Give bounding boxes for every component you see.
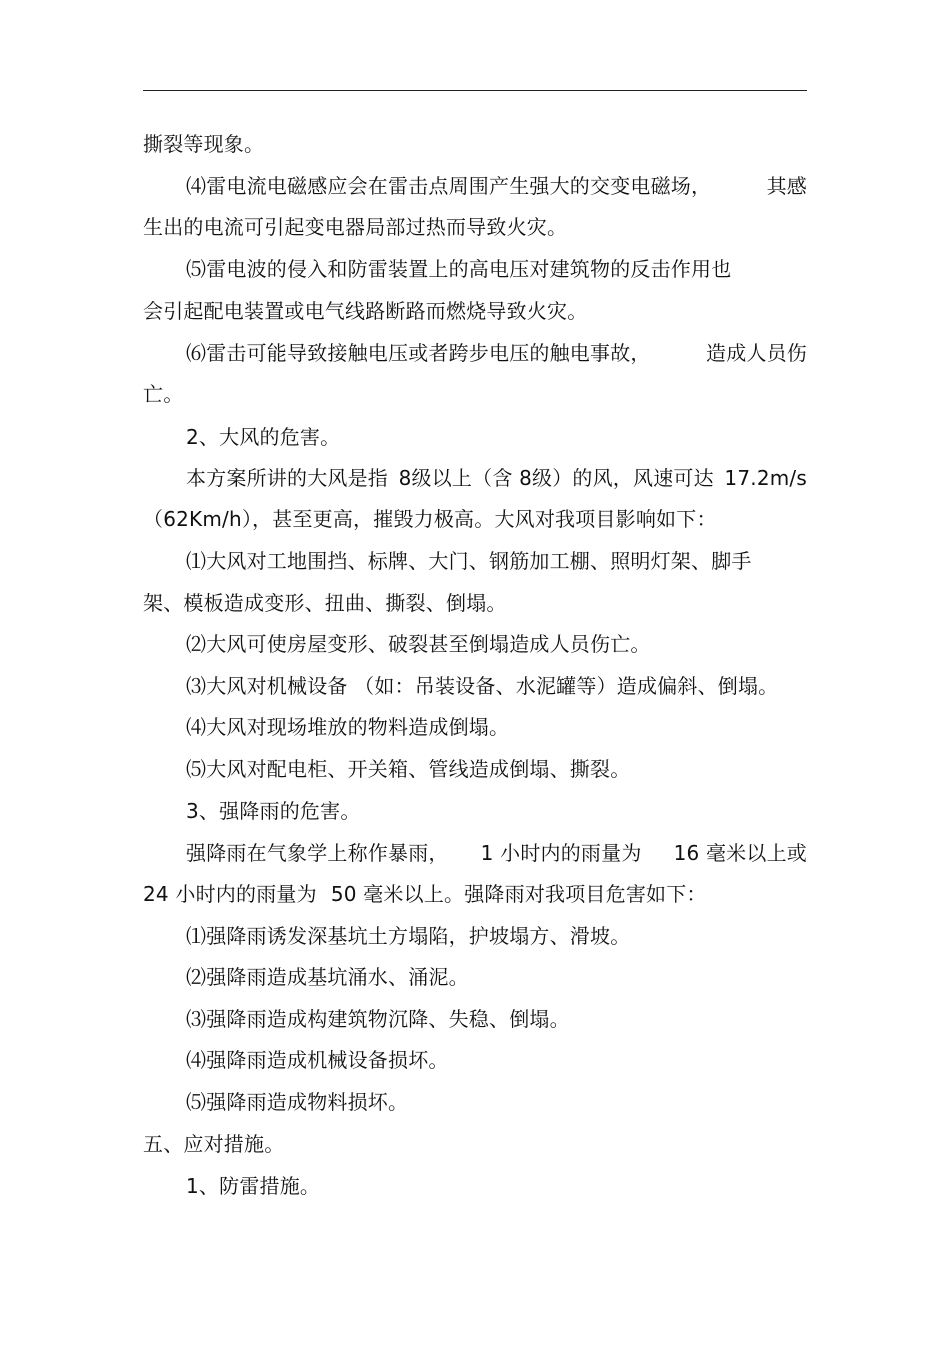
text-line: 会引起配电装置或电气线路断路而燃烧导致火灾。 [143, 299, 588, 323]
text-line: 架、模板造成变形、扭曲、撕裂、倒塌。 [143, 591, 507, 615]
text-line: ⑷大风对现场堆放的物料造成倒塌。 [186, 715, 510, 739]
text-segment: 16 毫米以上或 [673, 841, 807, 865]
section-heading: 3、强降雨的危害。 [186, 799, 361, 823]
text-segment: 其感 [766, 174, 807, 198]
text-line [186, 465, 807, 491]
text-line: ⑶强降雨造成构建筑物沉降、失稳、倒塌。 [186, 1007, 570, 1031]
text-segment: 强降雨在气象学上称作暴雨， [186, 841, 449, 865]
section-heading: 2、大风的危害。 [186, 425, 341, 449]
text-segment: 50 毫米以上。强降雨对我项目危害如下： [330, 882, 707, 906]
text-line: ⑸强降雨造成物料损坏。 [186, 1090, 409, 1114]
text-segment: 造成人员伤 [706, 341, 807, 365]
text-segment: 24 小时内的雨量为 [143, 882, 317, 906]
text-line: 亡。 [143, 382, 184, 406]
text-line: ⑷强降雨造成机械设备损坏。 [186, 1048, 449, 1072]
text-segment: 17.2m/s [724, 466, 807, 490]
text-line: ⑸大风对配电柜、开关箱、管线造成倒塌、撕裂。 [186, 757, 631, 781]
text-line [186, 840, 807, 866]
text-line: 撕裂等现象。 [143, 132, 265, 156]
text-line [186, 173, 807, 199]
text-segment: 1 小时内的雨量为 [480, 841, 642, 865]
text-line: ⑵强降雨造成基坑涌水、涌泥。 [186, 965, 469, 989]
section-heading: 1、防雷措施。 [186, 1174, 321, 1198]
text-line: ⑴强降雨诱发深基坑土方塌陷，护坡塌方、滑坡。 [186, 924, 631, 948]
text-line: ⑸雷电波的侵入和防雷装置上的高电压对建筑物的反击作用也 [186, 257, 732, 281]
header-rule [143, 90, 807, 91]
chapter-heading: 五、应对措施。 [143, 1132, 285, 1156]
text-line: 生出的电流可引起变电器局部过热而导致火灾。 [143, 215, 568, 239]
text-line [143, 881, 807, 907]
text-line: ⑶大风对机械设备 （如：吊装设备、水泥罐等）造成偏斜、倒塌。 [186, 674, 779, 698]
text-segment: ⑹雷击可能导致接触电压或者跨步电压的触电事故， [186, 341, 651, 365]
text-segment: 8级以上（含 8级）的风，风速可达 [398, 466, 714, 490]
text-line: ⑵大风可使房屋变形、破裂甚至倒塌造成人员伤亡。 [186, 632, 651, 656]
text-line [186, 340, 807, 366]
text-line: （62Km/h），甚至更高，摧毁力极高。大风对我项目影响如下： [143, 507, 717, 531]
text-line: ⑴大风对工地围挡、标牌、大门、钢筋加工棚、照明灯架、脚手 [186, 549, 752, 573]
text-segment: 本方案所讲的大风是指 [186, 466, 388, 490]
text-segment: ⑷雷电流电磁感应会在雷击点周围产生强大的交变电磁场， [186, 174, 712, 198]
